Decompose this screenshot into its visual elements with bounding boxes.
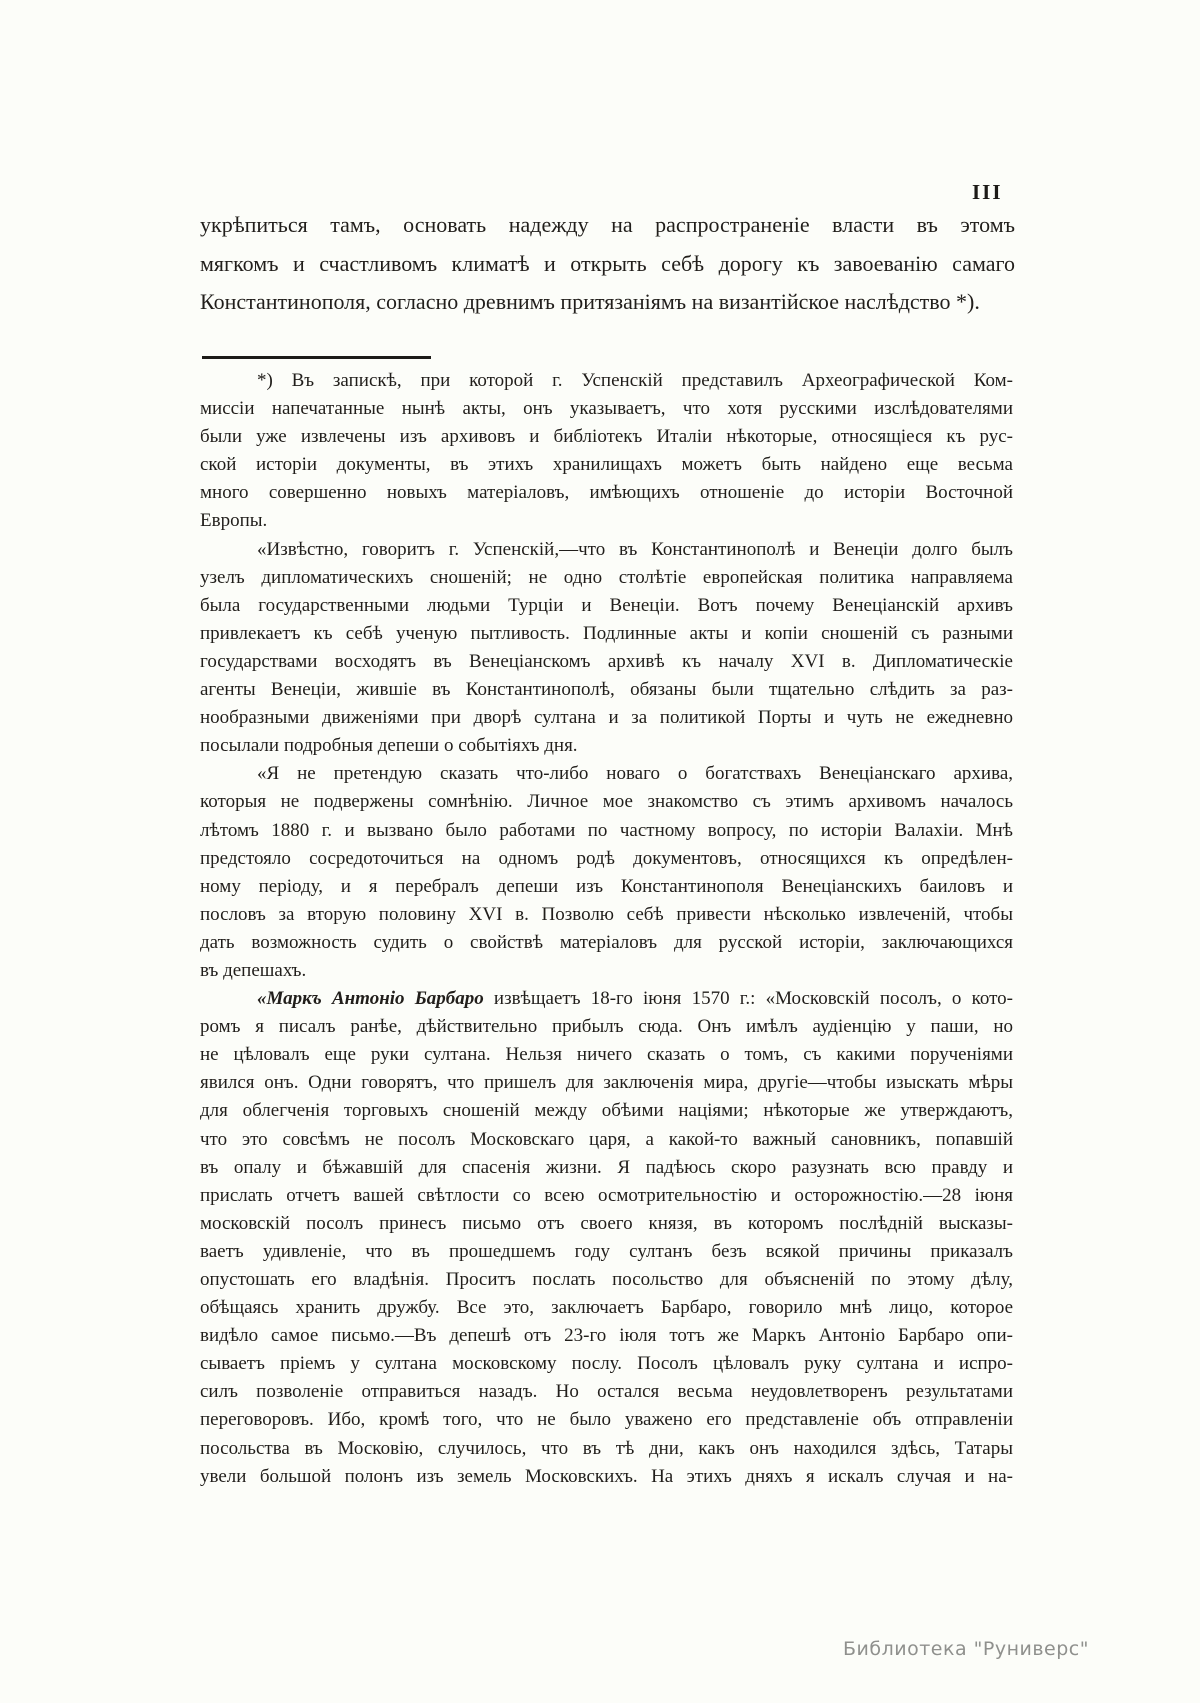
text-line: переговоровъ. Ибо, кромѣ того, что не было уважено его представленіе объ отправленіи (200, 1409, 1013, 1431)
text-line (200, 985, 1013, 1013)
text-line: Европы. (200, 510, 268, 532)
text-line: ромъ я писалъ ранѣе, дѣйствительно прибылъ сюда. Онъ имѣлъ аудіенцію у паши, но (200, 1016, 1013, 1038)
runivers-watermark: Библиотека "Руниверс" (843, 1638, 1089, 1660)
text-line: лѣтомъ 1880 г. и вызвано было работами по частному вопросу, по исторіи Валахіи. Мнѣ (200, 819, 1013, 841)
main-text-block (200, 206, 1015, 322)
text-line: *) Въ запискѣ, при которой г. Успенскій представилъ Археографической Ком- (257, 370, 1013, 391)
text-line: не цѣловалъ еще руки султана. Нельзя ничего сказать о томъ, съ какими порученіями (200, 1044, 1013, 1066)
text-line: миссіи напечатанные нынѣ акты, онъ указываетъ, что хотя русскими изслѣдователями (200, 398, 1013, 420)
text-line: въ депешахъ. (200, 959, 307, 981)
text-line: привлекаетъ къ себѣ ученую пытливость. Подлинные акты и копіи сношеній съ разными (200, 622, 1013, 644)
footnote-separator-rule (202, 356, 431, 359)
text-line: была государственными людьми Турціи и Венеціи. Вотъ почему Венеціанскій архивъ (200, 594, 1013, 616)
text-line: предстояло сосредоточиться на одномъ родѣ документовъ, относящихся къ опредѣлен- (200, 847, 1013, 869)
footnote-paragraph-4-body (200, 1013, 1013, 1491)
text-line: опустошать его владѣнія. Проситъ послать посольство для объясненій по этому дѣлу, (200, 1269, 1013, 1290)
text-line: обѣщаясь хранить дружбу. Все это, заключаетъ Барбаро, говорило мнѣ лицо, которое (200, 1297, 1013, 1319)
page-number: III (972, 180, 1003, 204)
text-line: пословъ за вторую половину XVI в. Позволю себѣ привести нѣсколько извлеченій, чтобы (200, 903, 1013, 925)
speaker-name-italic: «Маркъ Антоніо Барбаро (257, 988, 484, 1010)
text-line: видѣло самое письмо.—Въ депешѣ отъ 23-го іюля тотъ же Маркъ Антоніо Барбаро опи- (200, 1325, 1013, 1347)
text-line: силъ позволеніе отправиться назадъ. Но остался весьма неудовлетворенъ результатами (200, 1381, 1013, 1403)
text-line: ской исторіи документы, въ этихъ хранилищахъ можетъ быть найдено еще весьма (200, 454, 1013, 476)
text-line: московскій посолъ принесъ письмо отъ своего князя, въ которомъ послѣдній высказы- (200, 1212, 1013, 1234)
text-line: посольства въ Московію, случилось, что въ тѣ дни, какъ онъ находился здѣсь, Татары (200, 1437, 1013, 1459)
text-line: прислать отчетъ вашей свѣтлости со всею осмотрительностію и осторожностію.—28 іюня (200, 1184, 1013, 1206)
text-line: что это совсѣмъ не посолъ Московскаго царя, а какой-то важный сановникъ, попавшій (200, 1128, 1013, 1150)
text-line: Константинополя, согласно древнимъ притязаніямъ на византійское наслѣдство *). (200, 289, 980, 314)
text-line: узелъ дипломатическихъ сношеній; не одно столѣтіе европейская политика направляема (200, 566, 1013, 588)
text-line: много совершенно новыхъ матеріаловъ, имѣющихъ отношеніе до исторіи Восточной (200, 482, 1013, 504)
text-line: увели большой полонъ изъ земель Московскихъ. На этихъ дняхъ я искалъ случая и на- (200, 1465, 1013, 1487)
text-line: посылали подробныя депеши о событіяхъ дня. (200, 735, 578, 757)
lead-rest-text: извѣщаетъ 18-го іюня 1570 г.: «Московскій посолъ, о кото- (483, 988, 1013, 1010)
text-line: укрѣпиться тамъ, основать надежду на распространеніе власти въ этомъ (200, 212, 1015, 237)
text-line: сываетъ пріемъ у султана московскому послу. Посолъ цѣловалъ руку султана и испро- (200, 1353, 1013, 1375)
text-line: дать возможность судить о свойствѣ матеріаловъ для русской исторіи, заключающихся (200, 931, 1013, 953)
text-line: мягкомъ и счастливомъ климатѣ и открыть себѣ дорогу къ завоеванію самаго (200, 250, 1015, 276)
text-line: государствами восходятъ въ Венеціанскомъ архивѣ къ началу XVI в. Дипломатическіе (200, 650, 1013, 672)
text-line: «Я не претендую сказать что-либо новаго о богатствахъ Венеціанскаго архива, (257, 763, 1013, 785)
footnote-block (200, 367, 1013, 1491)
text-line: въ опалу и бѣжавшій для спасенія жизни. Я падѣюсь скоро разузнать всю правду и (200, 1156, 1013, 1178)
footnote-paragraph-1 (200, 367, 1013, 536)
text-line: ному періоду, и я перебралъ депеши изъ Константинополя Венеціанскихъ баиловъ и (200, 875, 1013, 897)
main-paragraph (200, 206, 1015, 322)
text-line: для облегченія торговыхъ сношеній между обѣими націями; нѣкоторые же утверждаютъ, (200, 1100, 1013, 1122)
footnote-paragraph-2 (200, 536, 1013, 761)
text-line: «Извѣстно, говоритъ г. Успенскій,—что въ Константинополѣ и Венеціи долго былъ (257, 538, 1013, 560)
text-line: нообразными движеніями при дворѣ султана и за политикой Порты и чуть не ежедневно (200, 707, 1013, 729)
text-line: ваетъ удивленіе, что въ прошедшемъ году султанъ безъ всякой причины приказалъ (200, 1240, 1013, 1262)
text-line: явился онъ. Одни говорятъ, что пришелъ для заключенія мира, другіе—чтобы изыскать мѣры (200, 1072, 1013, 1094)
footnote-paragraph-3 (200, 760, 1013, 985)
text-line: агенты Венеціи, жившіе въ Константинополѣ, обязаны были тщательно слѣдить за раз- (200, 679, 1013, 701)
footnote-paragraph-4 (200, 985, 1013, 1491)
text-line: были уже извлечены изъ архивовъ и библіотекъ Италіи нѣкоторые, относящіеся къ рус- (200, 426, 1013, 448)
text-line: которыя не подвержены сомнѣнію. Личное мое знакомство съ этимъ архивомъ началось (200, 791, 1013, 813)
